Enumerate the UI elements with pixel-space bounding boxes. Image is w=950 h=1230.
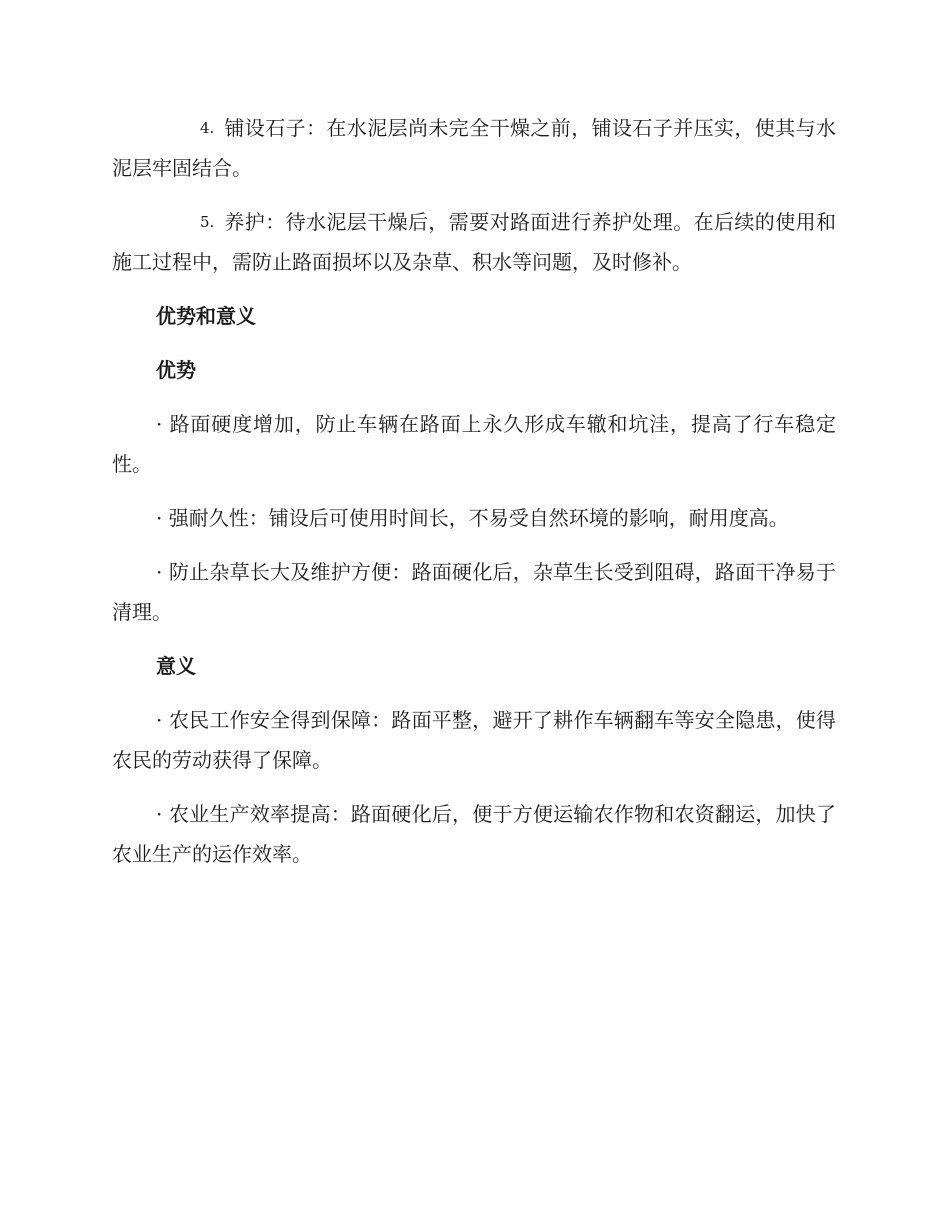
- significance-heading: 意义: [156, 654, 196, 678]
- significance-item: [112, 700, 836, 780]
- advantage-item: [112, 498, 836, 538]
- step-number: 5.: [200, 213, 215, 231]
- significance-text: 农业生产效率提高：路面硬化后，便于方便运输农作物和农资翻运，加快了农业生产的运作效率。: [112, 802, 836, 866]
- advantages-heading: 优势: [156, 358, 196, 382]
- bullet-icon: ·: [156, 708, 163, 732]
- advantage-item: [112, 552, 836, 632]
- step-number: 4.: [200, 119, 215, 137]
- step-4: [112, 108, 836, 188]
- document-page: [112, 108, 836, 888]
- step-text: 养护：待水泥层干燥后，需要对路面进行养护处理。在后续的使用和施工过程中，需防止路面损坏以及杂草、积水等问题，及时修补。: [112, 210, 836, 274]
- significance-item: [112, 794, 836, 874]
- advantage-item: [112, 404, 836, 484]
- significance-text: 农民工作安全得到保障：路面平整，避开了耕作车辆翻车等安全隐患，使得农民的劳动获得了保障。: [112, 708, 836, 772]
- step-text: 铺设石子：在水泥层尚未完全干燥之前，铺设石子并压实，使其与水泥层牢固结合。: [112, 116, 836, 180]
- bullet-icon: ·: [156, 506, 163, 530]
- bullet-icon: ·: [156, 802, 163, 826]
- advantage-text: 路面硬度增加，防止车辆在路面上永久形成车辙和坑洼，提高了行车稳定性。: [112, 412, 837, 476]
- step-5: [112, 202, 836, 282]
- bullet-icon: ·: [156, 412, 163, 436]
- advantage-text: 强耐久性：铺设后可使用时间长，不易受自然环境的影响，耐用度高。: [168, 506, 789, 530]
- section-title: 优势和意义: [156, 304, 256, 328]
- bullet-icon: ·: [156, 560, 163, 584]
- advantage-text: 防止杂草长大及维护方便：路面硬化后，杂草生长受到阻碍，路面干净易于清理。: [112, 560, 836, 624]
